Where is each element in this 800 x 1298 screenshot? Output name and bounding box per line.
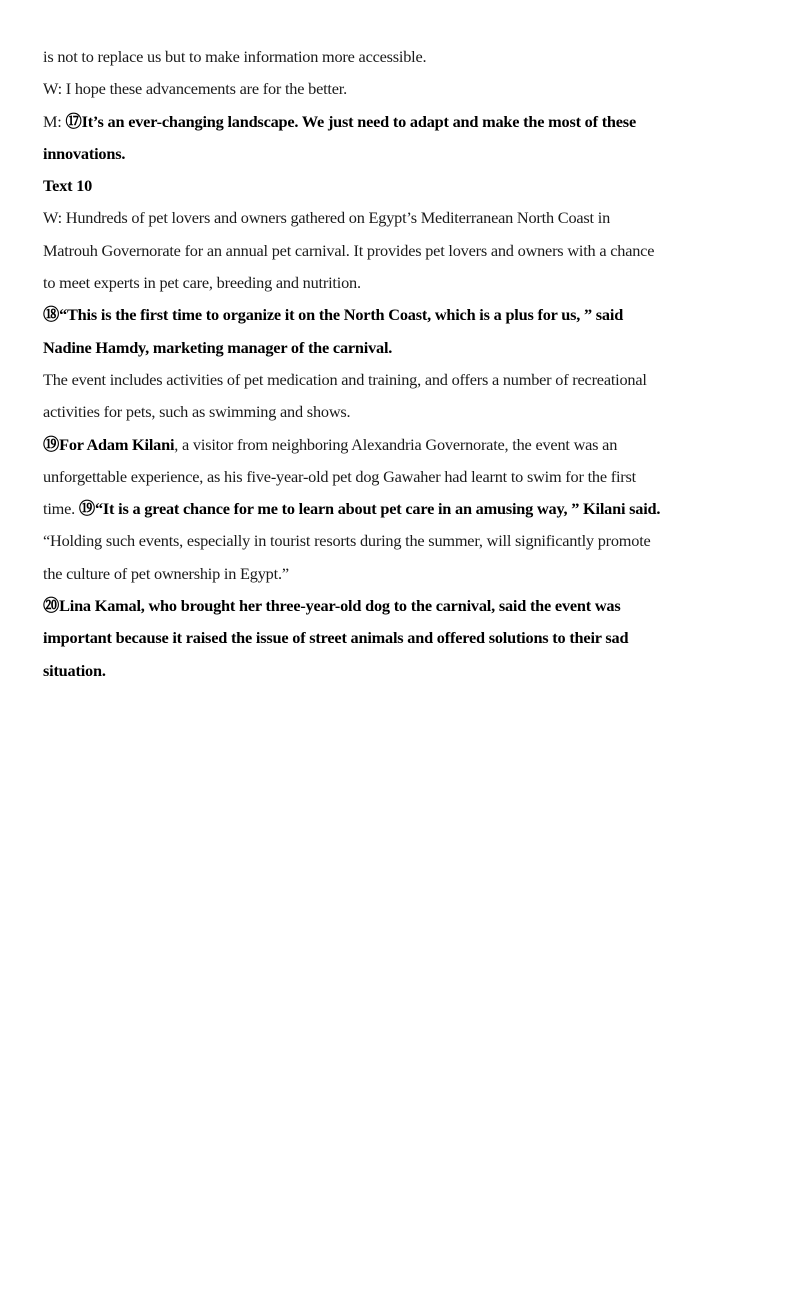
bold-text: ⑲For Adam Kilani bbox=[43, 434, 175, 454]
text-line bbox=[43, 335, 763, 367]
bold-text: Nadine Hamdy, marketing manager of the carnival. bbox=[43, 337, 393, 357]
text-line bbox=[43, 399, 763, 431]
text: Matrouh Governorate for an annual pet carnival. It provides pet lovers and owners with a chance bbox=[43, 240, 655, 260]
text: is not to replace us but to make information more accessible. bbox=[43, 47, 427, 66]
text: M: bbox=[43, 111, 66, 131]
bold-text: situation. bbox=[43, 660, 106, 680]
text-line bbox=[43, 238, 763, 270]
text-line bbox=[43, 109, 763, 141]
text-line bbox=[43, 270, 763, 302]
text-line bbox=[43, 76, 763, 108]
text-line bbox=[43, 367, 763, 399]
text-line bbox=[43, 44, 763, 76]
bold-text: ⑲“It is a great chance for me to learn about pet care in an amusing way, ” Kilani said. bbox=[78, 499, 661, 519]
text-line bbox=[43, 302, 763, 334]
text-line bbox=[43, 205, 763, 237]
text: unforgettable experience, as his five-year-old pet dog Gawaher had learnt to swim for the first bbox=[43, 466, 636, 486]
text-line bbox=[43, 658, 763, 690]
bold-text: ⑱“This is the first time to organize it on the North Coast, which is a plus for us, ” said bbox=[43, 305, 624, 325]
text-line bbox=[43, 593, 763, 625]
text-line bbox=[43, 528, 763, 560]
bold-text: Text 10 bbox=[43, 176, 93, 196]
text-line bbox=[43, 561, 763, 593]
text-line bbox=[43, 625, 763, 657]
text: W: Hundreds of pet lovers and owners gathered on Egypt’s Mediterranean North Coast in bbox=[43, 208, 611, 228]
document-page bbox=[43, 44, 763, 690]
text-line bbox=[43, 496, 763, 528]
text-line bbox=[43, 432, 763, 464]
text: the culture of pet ownership in Egypt.” bbox=[43, 563, 289, 583]
text-line bbox=[43, 173, 763, 205]
bold-text: important because it raised the issue of street animals and offered solutions to their sad bbox=[43, 628, 629, 648]
bold-text: innovations. bbox=[43, 143, 126, 163]
bold-text: ⑰It’s an ever-changing landscape. We just need to adapt and make the most of these bbox=[65, 111, 636, 131]
text: “Holding such events, especially in tourist resorts during the summer, will significantly promote bbox=[43, 531, 651, 551]
text: , a visitor from neighboring Alexandria Governorate, the event was an bbox=[174, 434, 618, 454]
text-line bbox=[43, 141, 763, 173]
text: time. bbox=[43, 499, 79, 519]
text: activities for pets, such as swimming and shows. bbox=[43, 402, 351, 422]
bold-text: ⑳Lina Kamal, who brought her three-year-old dog to the carnival, said the event was bbox=[43, 596, 621, 616]
text: W: I hope these advancements are for the better. bbox=[43, 79, 347, 99]
text: The event includes activities of pet medication and training, and offers a number of recreational bbox=[43, 369, 647, 389]
text: to meet experts in pet care, breeding and nutrition. bbox=[43, 273, 361, 293]
text-line bbox=[43, 464, 763, 496]
